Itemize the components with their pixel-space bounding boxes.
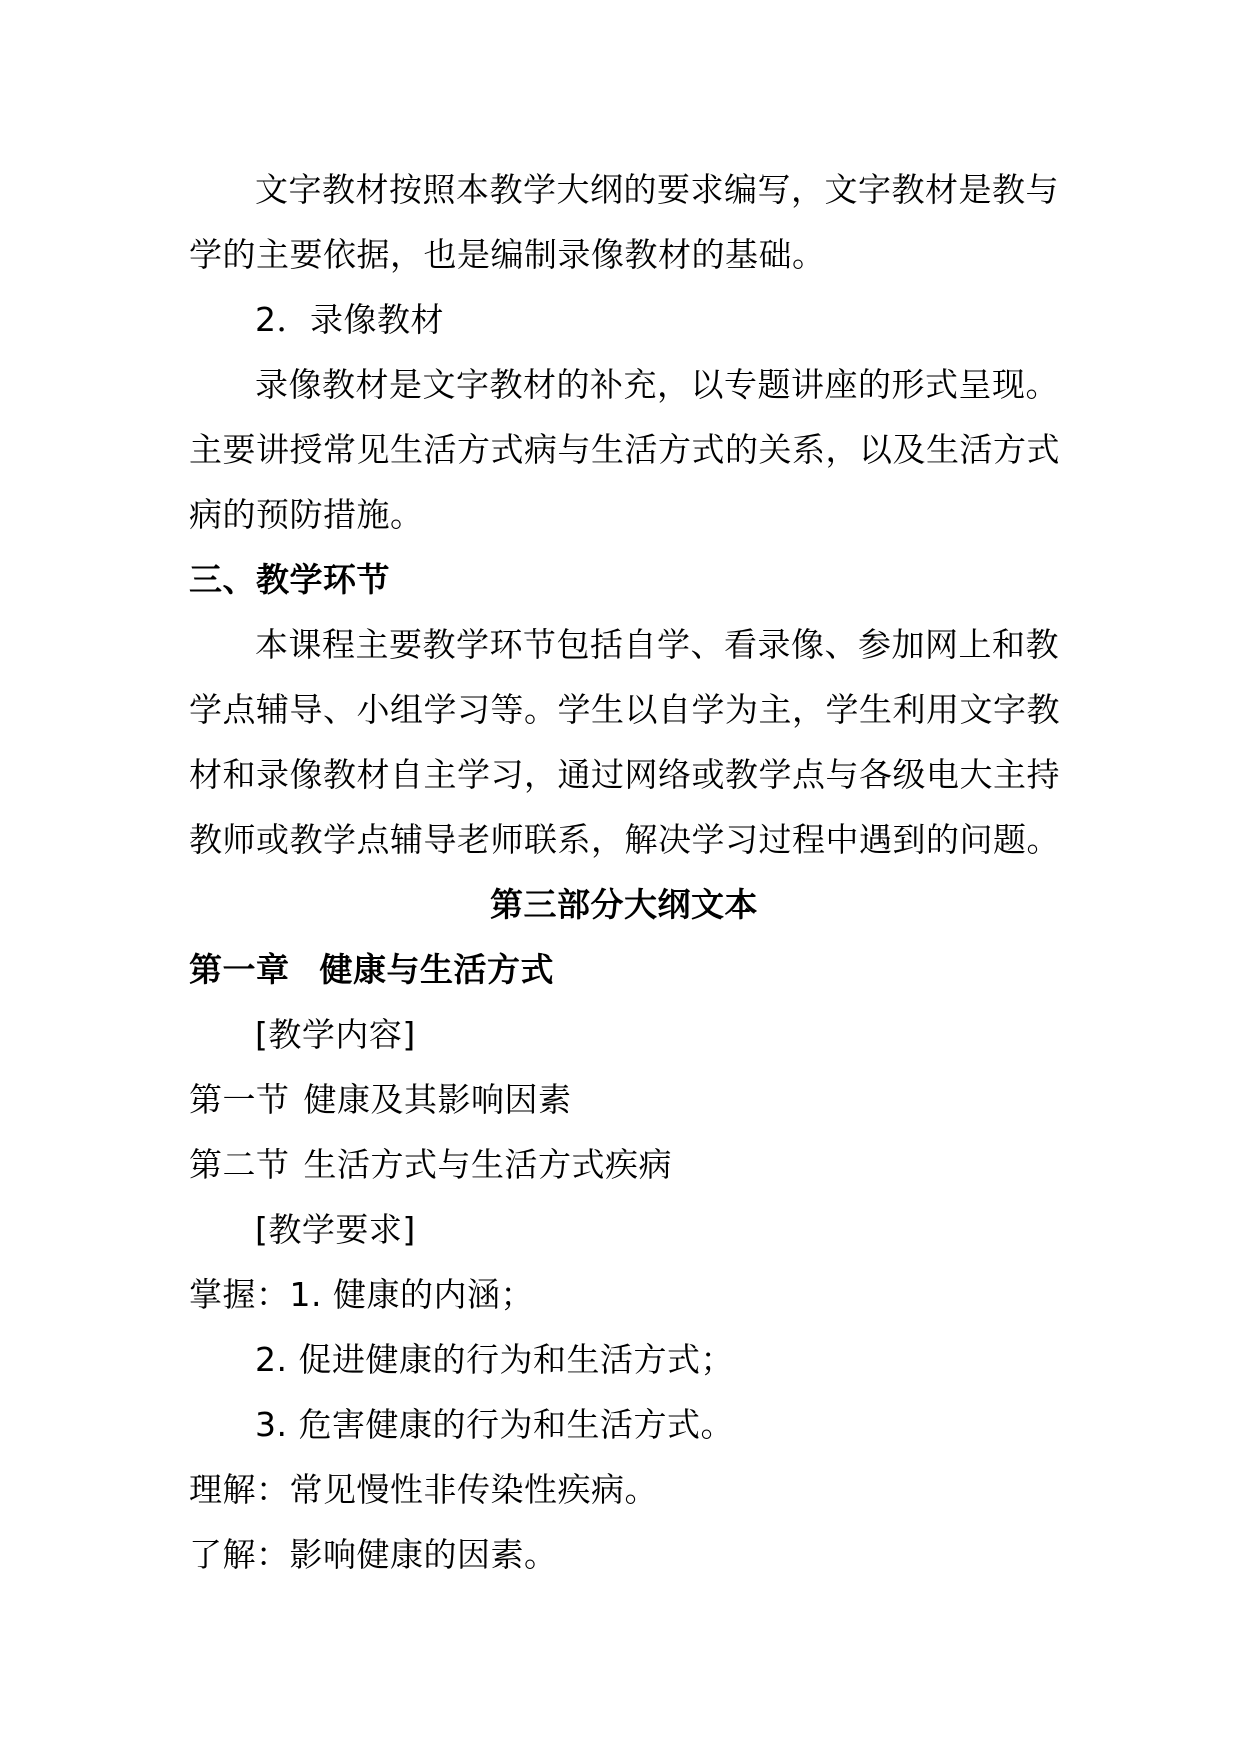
section-2-title: 生活方式与生活方式疾病 xyxy=(303,1145,672,1184)
understand-requirement: 理解：常见慢性非传染性疾病。 xyxy=(189,1470,658,1509)
master-item-1 xyxy=(189,1262,1059,1327)
part-three-title: 第三部分大纲文本 xyxy=(490,885,758,924)
master-item-3: 3. 危害健康的行为和生活方式。 xyxy=(255,1405,734,1444)
chapter-one-number: 第一章 xyxy=(189,950,290,989)
master-item-2: 2. 促进健康的行为和生活方式； xyxy=(255,1340,734,1379)
chapter-one-section-2 xyxy=(189,1132,1059,1197)
paragraph-text-materials-line-1: 文字教材按照本教学大纲的要求编写，文字教材是教与 xyxy=(255,170,1059,209)
paragraph-video-materials-line-3: 病的预防措施。 xyxy=(189,495,424,534)
paragraph-text-materials-line-2: 学的主要依据，也是编制录像教材的基础。 xyxy=(189,235,826,274)
section-1-number: 第一节 xyxy=(189,1080,290,1119)
paragraph-video-materials-line-2: 主要讲授常见生活方式病与生活方式的关系，以及生活方式 xyxy=(189,430,1060,469)
paragraph-teaching-steps-line-3: 材和录像教材自主学习，通过网络或教学点与各级电大主持 xyxy=(189,755,1060,794)
section-2-number: 第二节 xyxy=(189,1145,290,1184)
page-content xyxy=(189,157,1059,1587)
section-heading-teaching-steps: 三、教学环节 xyxy=(189,560,390,599)
paragraph-teaching-steps-line-2: 学点辅导、小组学习等。学生以自学为主，学生利用文字教 xyxy=(189,690,1060,729)
chapter-one-section-1 xyxy=(189,1067,1059,1132)
master-label: 掌握： xyxy=(189,1275,290,1314)
master-item-1-text: 1. 健康的内涵； xyxy=(289,1275,534,1314)
teaching-content-heading: [教学内容] xyxy=(255,1015,416,1054)
chapter-one-heading xyxy=(189,937,1059,1002)
paragraph-video-materials-line-1: 录像教材是文字教材的补充，以专题讲座的形式呈现。 xyxy=(255,365,1059,404)
paragraph-teaching-steps-line-1: 本课程主要教学环节包括自学、看录像、参加网上和教 xyxy=(255,625,1059,664)
know-requirement: 了解：影响健康的因素。 xyxy=(189,1535,558,1574)
item-video-materials: 2．录像教材 xyxy=(255,300,444,339)
section-1-title: 健康及其影响因素 xyxy=(303,1080,572,1119)
teaching-requirements-heading: [教学要求] xyxy=(255,1210,416,1249)
chapter-one-title: 健康与生活方式 xyxy=(319,950,554,989)
paragraph-teaching-steps-line-4: 教师或教学点辅导老师联系，解决学习过程中遇到的问题。 xyxy=(189,820,1060,859)
